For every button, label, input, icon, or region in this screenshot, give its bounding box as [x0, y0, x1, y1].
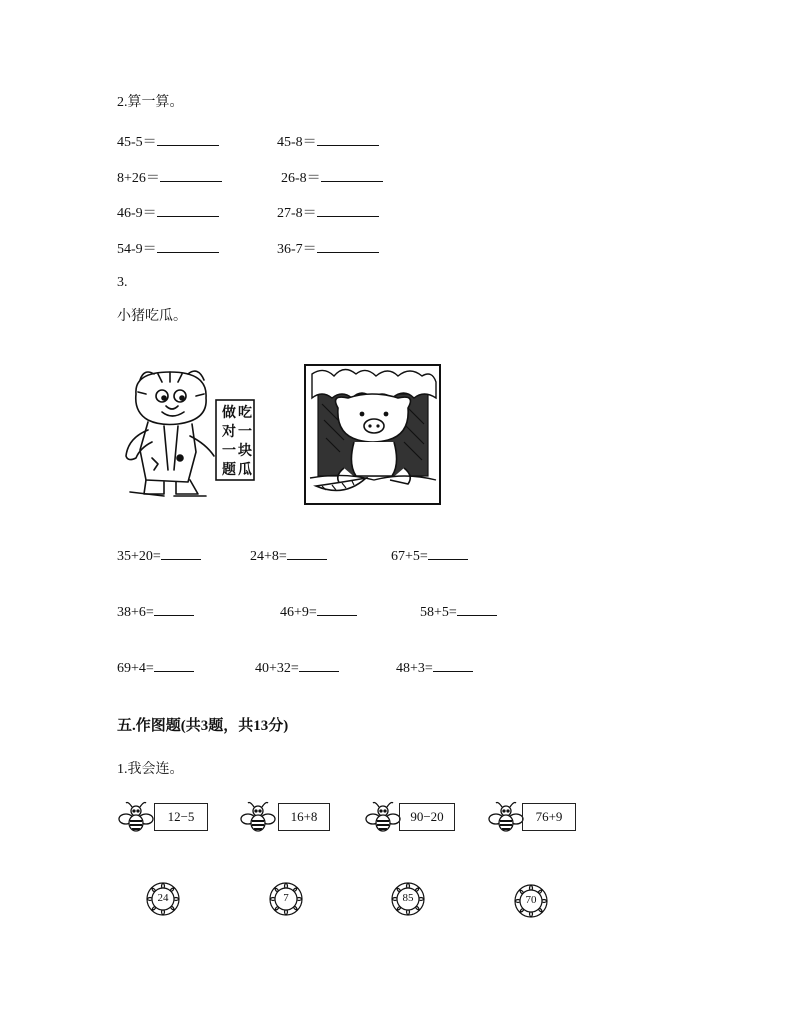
q3-expr: 38+6= [117, 601, 194, 622]
pig-icon [304, 364, 442, 506]
pig-illustration [304, 364, 442, 506]
q3-expr: 48+3= [396, 657, 473, 678]
answer-blank[interactable] [157, 202, 219, 217]
bee-item[interactable] [240, 799, 334, 835]
answer-blank[interactable] [317, 202, 379, 217]
bee-icon [118, 799, 154, 835]
q3-number: 3. [117, 275, 128, 290]
q2-expr: 27-8＝ [277, 202, 379, 223]
q2-expr: 8+26＝ [117, 167, 222, 188]
bee-item[interactable] [118, 799, 210, 835]
answer-blank[interactable] [287, 545, 327, 560]
bee-item[interactable] [365, 799, 457, 835]
q2-expr: 26-8＝ [281, 167, 383, 188]
q2-expr: 45-5＝ [117, 131, 219, 152]
bee-expression-box: 76+9 [522, 803, 576, 831]
flower-item[interactable] [513, 883, 549, 919]
bee-expression-box: 12−5 [154, 803, 208, 831]
q3-expr: 35+20= [117, 545, 201, 566]
tiger-illustration [118, 360, 258, 502]
q2-heading: 2.算一算。 [117, 95, 184, 110]
flower-number: 85 [402, 892, 414, 904]
q3-expr: 40+32= [255, 657, 339, 678]
flower-number: 70 [525, 894, 537, 906]
section-title: 五.作图题(共3题，共13分) [117, 718, 289, 734]
tiger-icon [118, 360, 258, 502]
answer-blank[interactable] [157, 238, 219, 253]
answer-blank[interactable] [299, 657, 339, 672]
bee-expression-box: 90−20 [399, 803, 455, 831]
q3-expr: 24+8= [250, 545, 327, 566]
answer-blank[interactable] [457, 601, 497, 616]
flower-item[interactable] [145, 881, 181, 917]
answer-blank[interactable] [317, 238, 379, 253]
q3-title: 小猪吃瓜。 [117, 309, 187, 324]
answer-blank[interactable] [321, 167, 383, 182]
answer-blank[interactable] [154, 657, 194, 672]
q3-expr: 67+5= [391, 545, 468, 566]
answer-blank[interactable] [433, 657, 473, 672]
flower-item[interactable] [268, 881, 304, 917]
answer-blank[interactable] [157, 131, 219, 146]
answer-blank[interactable] [428, 545, 468, 560]
flower-number: 24 [157, 892, 169, 904]
q3-expr: 46+9= [280, 601, 357, 622]
answer-blank[interactable] [317, 601, 357, 616]
q2-expr: 45-8＝ [277, 131, 379, 152]
answer-blank[interactable] [317, 131, 379, 146]
bee-expression-box: 16+8 [278, 803, 330, 831]
sign-text-right: 吃一块瓜 [238, 405, 252, 478]
bee-icon [365, 799, 401, 835]
bee-icon [488, 799, 524, 835]
flower-number: 7 [283, 892, 289, 904]
flower-item[interactable] [390, 881, 426, 917]
bee-icon [240, 799, 276, 835]
sign-text-left: 做对一题 [222, 405, 236, 478]
q2-expr: 36-7＝ [277, 238, 379, 259]
answer-blank[interactable] [161, 545, 201, 560]
q3-expr: 69+4= [117, 657, 194, 678]
q1-heading: 1.我会连。 [117, 762, 184, 777]
answer-blank[interactable] [160, 167, 222, 182]
q3-expr: 58+5= [420, 601, 497, 622]
q2-expr: 54-9＝ [117, 238, 219, 259]
q2-expr: 46-9＝ [117, 202, 219, 223]
answer-blank[interactable] [154, 601, 194, 616]
bee-item[interactable] [488, 799, 580, 835]
